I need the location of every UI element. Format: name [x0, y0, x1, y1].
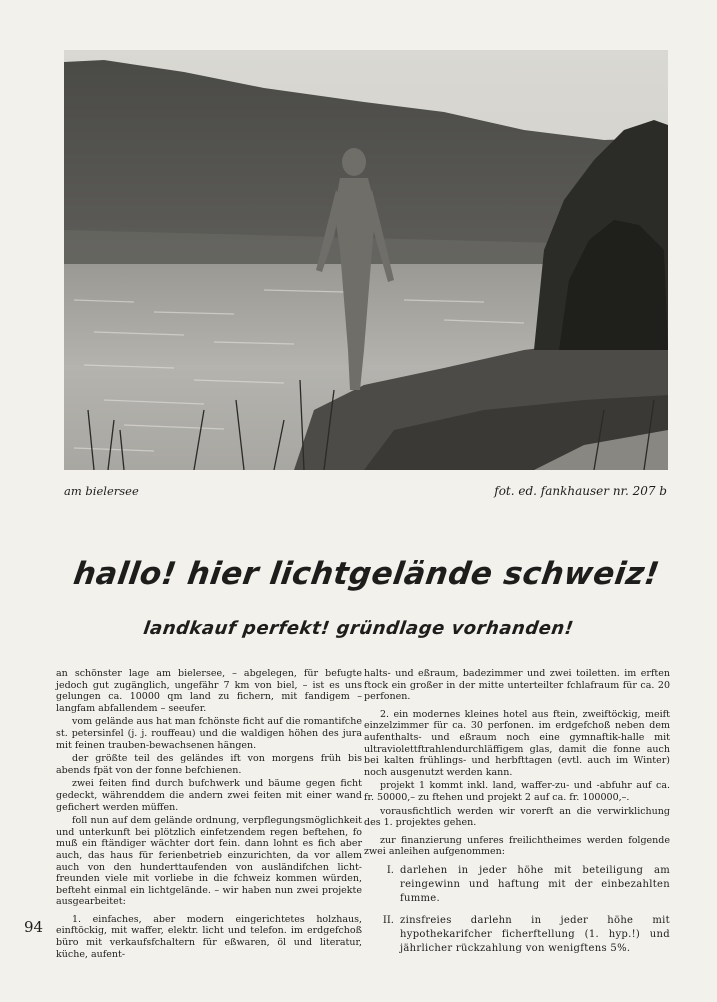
paragraph: 1. einfaches, aber modern eingerichtetes holzhaus, einftöckig, mit waffer, elektr. licht und telefon. im erdgefchoß büro mit verkaufsfchaltern für eßwaren, öl und literatur, küche, aufent- — [56, 913, 362, 960]
list-text: zinsfreies darlehn in jeder höhe mit hypothekarifcher ficherftellung (1. hyp.!) und jährlicher rückzahlung von wenigftens 5%. — [400, 914, 670, 954]
list-number: I. — [386, 864, 394, 876]
list-text: darlehen in jeder höhe mit beteiligung am reingewinn und haftung mit der einbezahlten fumme. — [400, 864, 670, 904]
paragraph: an schönster lage am bielersee, – abgelegen, für befugte jedoch gut zugänglich, ungefähr 7 km von biel, – ist es uns gelungen ca. 10000 qm land zu fichern, mit fandigem – langfam abfallendem – seeufer. — [56, 668, 362, 714]
page-number: 94 — [24, 918, 44, 936]
paragraph: 2. ein modernes kleines hotel aus ftein, zweiftöckig, meift einzelzimmer für ca. 30 perfonen. im erdgefchoß neben dem aufenthalts- und eßraum noch eine gymnaftik-halle mit ultraviolettftrahlendurchläffigem glas, damit die fonne auch bei kalten frühlings- und herbfttagen (evtl. auch im Winter) noch ausgenutzt werden kann. — [364, 708, 670, 778]
list-item — [364, 864, 670, 906]
subheadline: landkauf perfekt! gründlage vorhanden! — [142, 618, 575, 639]
photo-caption-credit: fot. ed. fankhauser nr. 207 b — [494, 484, 667, 498]
paragraph: halts- und eßraum, badezimmer und zwei toiletten. im erften ftock ein großer in der mitte unterteilter fchlafraum für ca. 20 perfonen. — [364, 668, 670, 703]
lake-photo-image — [64, 50, 668, 470]
paragraph: zwei feiten find durch bufchwerk und bäume gegen ficht gedeckt, währenddem die andern zwei feiten mit einer wand gefichert werden müffen. — [56, 778, 362, 813]
paragraph: foll nun auf dem gelände ordnung, verpflegungsmöglichkeit und unterkunft bei plötzlich einfetzendem regen beftehen, fo muß ein ftändiger wächter dort fein. dann lohnt es fich aber auch, das haus für ferienbetrieb einzurichten, da vor allem auch von den hunderttaufenden von ausländifchen licht-freunden viele mit vorliebe in die fchweiz kommen würden, befteht einmal ein lichtgelände. – wir haben nun zwei projekte ausgearbeitet: — [56, 815, 362, 908]
headline: hallo! hier lichtgelände schweiz! — [71, 556, 662, 592]
left-column — [56, 668, 362, 962]
paragraph: zur finanzierung unferes freilichtheimes werden folgende zwei anleihen aufgenommen: — [364, 834, 670, 858]
photo-caption-location: am bielersee — [64, 484, 139, 498]
right-column — [364, 668, 670, 964]
paragraph: projekt 1 kommt inkl. land, waffer-zu- und -abfuhr auf ca. fr. 50000,– zu ftehen und projekt 2 auf ca. fr. 100000,–. — [364, 780, 670, 803]
paragraph: der größte teil des geländes ift von morgens früh bis abends fpät von der fonne befchienen. — [56, 753, 362, 776]
loan-list — [364, 864, 670, 956]
paragraph: vom gelände aus hat man fchönste ficht auf die romantifche st. petersinfel (j. j. rouffeau) und die waldigen höhen des jura mit feinen trauben-bewachsenen hängen. — [56, 716, 362, 751]
lake-photo — [64, 50, 668, 470]
paragraph: vorausfichtlich werden wir vorerft an die verwirklichung des 1. projektes gehen. — [364, 805, 670, 829]
list-number: II. — [382, 914, 394, 926]
list-item — [364, 914, 670, 956]
